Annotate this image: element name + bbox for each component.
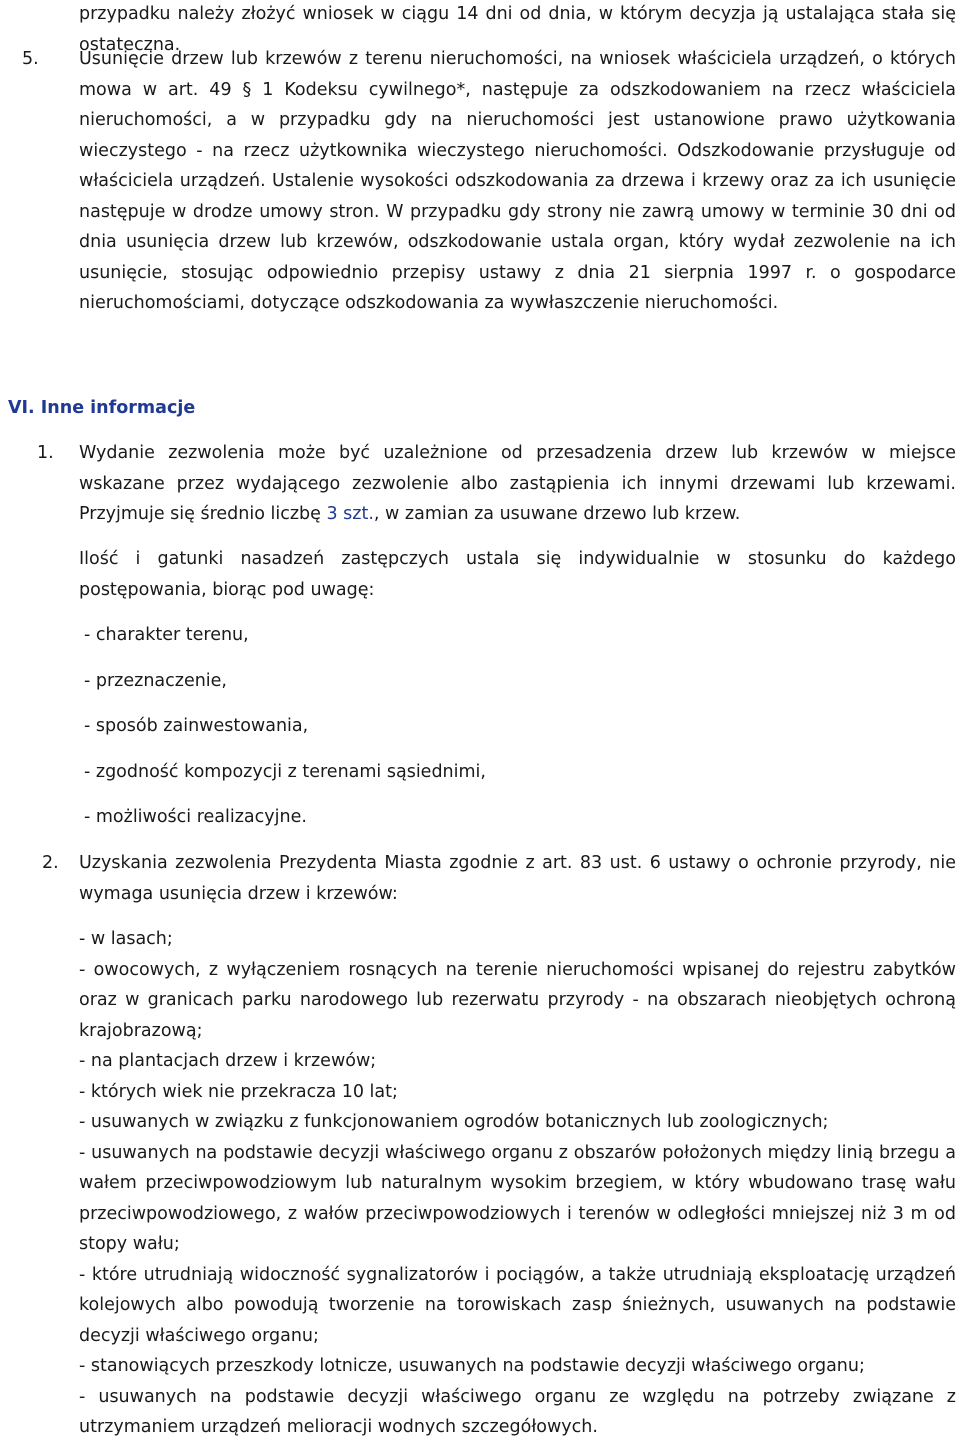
- list-item: - przeznaczenie,: [84, 671, 227, 691]
- list-item: - możliwości realizacyjne.: [84, 807, 307, 827]
- item1-text: [79, 438, 956, 530]
- item2-number: 2.: [42, 853, 59, 873]
- item1-para2: [79, 544, 956, 605]
- item2-paragraph: [79, 848, 956, 909]
- list-item: - usuwanych w związku z funkcjonowaniem ogrodów botanicznych lub zoologicznych;: [79, 1112, 829, 1132]
- item1-highlight: 3 szt.: [326, 504, 374, 524]
- item1-number: 1.: [37, 443, 54, 463]
- list-item: - sposób zainwestowania,: [84, 716, 309, 736]
- item5-number: 5.: [22, 49, 39, 69]
- list-item: - których wiek nie przekracza 10 lat;: [79, 1081, 398, 1102]
- list-item: - owocowych, z wyłączeniem rosnących na terenie nieruchomości wpisanej do rejestru zabytków oraz w granicach parku narodowego lub rezerwatu przyrody - na obszarach nieobjętych ochroną krajobrazową;: [79, 959, 956, 1041]
- item2-list: [79, 924, 956, 1443]
- list-item: - stanowiących przeszkody lotnicze, usuwanych na podstawie decyzji właściwego organu;: [79, 1356, 865, 1376]
- section-heading: VI. Inne informacje: [8, 398, 196, 418]
- item2-text: Uzyskania zezwolenia Prezydenta Miasta zgodnie z art. 83 ust. 6 ustawy o ochronie przyrody, nie wymaga usunięcia drzew i krzewów:: [79, 853, 956, 904]
- item5-paragraph: [79, 44, 956, 319]
- list-item: - które utrudniają widoczność sygnalizatorów i pociągów, a także utrudniają eksploatację urządzeń kolejowych albo powodują tworzenie na torowiskach zasp śnieżnych, usuwanych na podstawie decyzji właściwego organu;: [79, 1264, 956, 1346]
- list-item: - usuwanych na podstawie decyzji właściwego organu ze względu na potrzeby związane z utrzymaniem urządzeń melioracji wodnych szczegółowych.: [79, 1386, 956, 1437]
- list-item: - na plantacjach drzew i krzewów;: [79, 1051, 377, 1071]
- item1-text-before: Wydanie zezwolenia może być uzależnione od przesadzenia drzew lub krzewów w miejsce wskazane przez wydającego zezwolenie albo zastąpienia ich innymi drzewami lub krzewami. Przyjmuje się średnio liczbę: [79, 443, 956, 524]
- intro-text: przypadku należy złożyć wniosek w ciągu 14 dni od dnia, w którym decyzja ją ustalająca stała się ostateczna.: [79, 4, 956, 55]
- list-item: - w lasach;: [79, 929, 173, 949]
- item1-paragraph: [79, 438, 956, 530]
- item1-para2-text: Ilość i gatunki nasadzeń zastępczych ustala się indywidualnie w stosunku do każdego postępowania, biorąc pod uwagę:: [79, 549, 956, 600]
- list-item: - usuwanych na podstawie decyzji właściwego organu z obszarów położonych między linią brzegu a wałem przeciwpowodziowym lub naturalnym wysokim brzegiem, w który wbudowano trasę wału przeciwpowodziowego, z wałów przeciwpowodziowych i terenów w odległości mniejszej niż 3 m od stopy wału;: [79, 1142, 956, 1254]
- list-item: - charakter terenu,: [84, 625, 249, 645]
- item5-text: Usunięcie drzew lub krzewów z terenu nieruchomości, na wniosek właściciela urządzeń, o których mowa w art. 49 § 1 Kodeksu cywilnego*, następuje za odszkodowaniem na rzecz właściciela nieruchomości, a w przypadku gdy na nieruchomości jest ustanowione prawo użytkowania wieczystego - na rzecz użytkownika wieczystego nieruchomości. Odszkodowanie przysługuje od właściciela urządzeń. Ustalenie wysokości odszkodowania za drzewa i krzewy oraz za ich usunięcie następuje w drodze umowy stron. W przypadku gdy strony nie zawrą umowy w terminie 30 dni od dnia usunięcia drzew lub krzewów, odszkodowanie ustala organ, który wydał zezwolenie na ich usunięcie, stosując odpowiednio przepisy ustawy z dnia 21 sierpnia 1997 r. o gospodarce nieruchomościami, dotyczące odszkodowania za wywłaszczenie nieruchomości.: [79, 49, 956, 313]
- list-item: - zgodność kompozycji z terenami sąsiednimi,: [84, 762, 486, 782]
- item1-text-after: , w zamian za usuwane drzewo lub krzew.: [373, 504, 741, 524]
